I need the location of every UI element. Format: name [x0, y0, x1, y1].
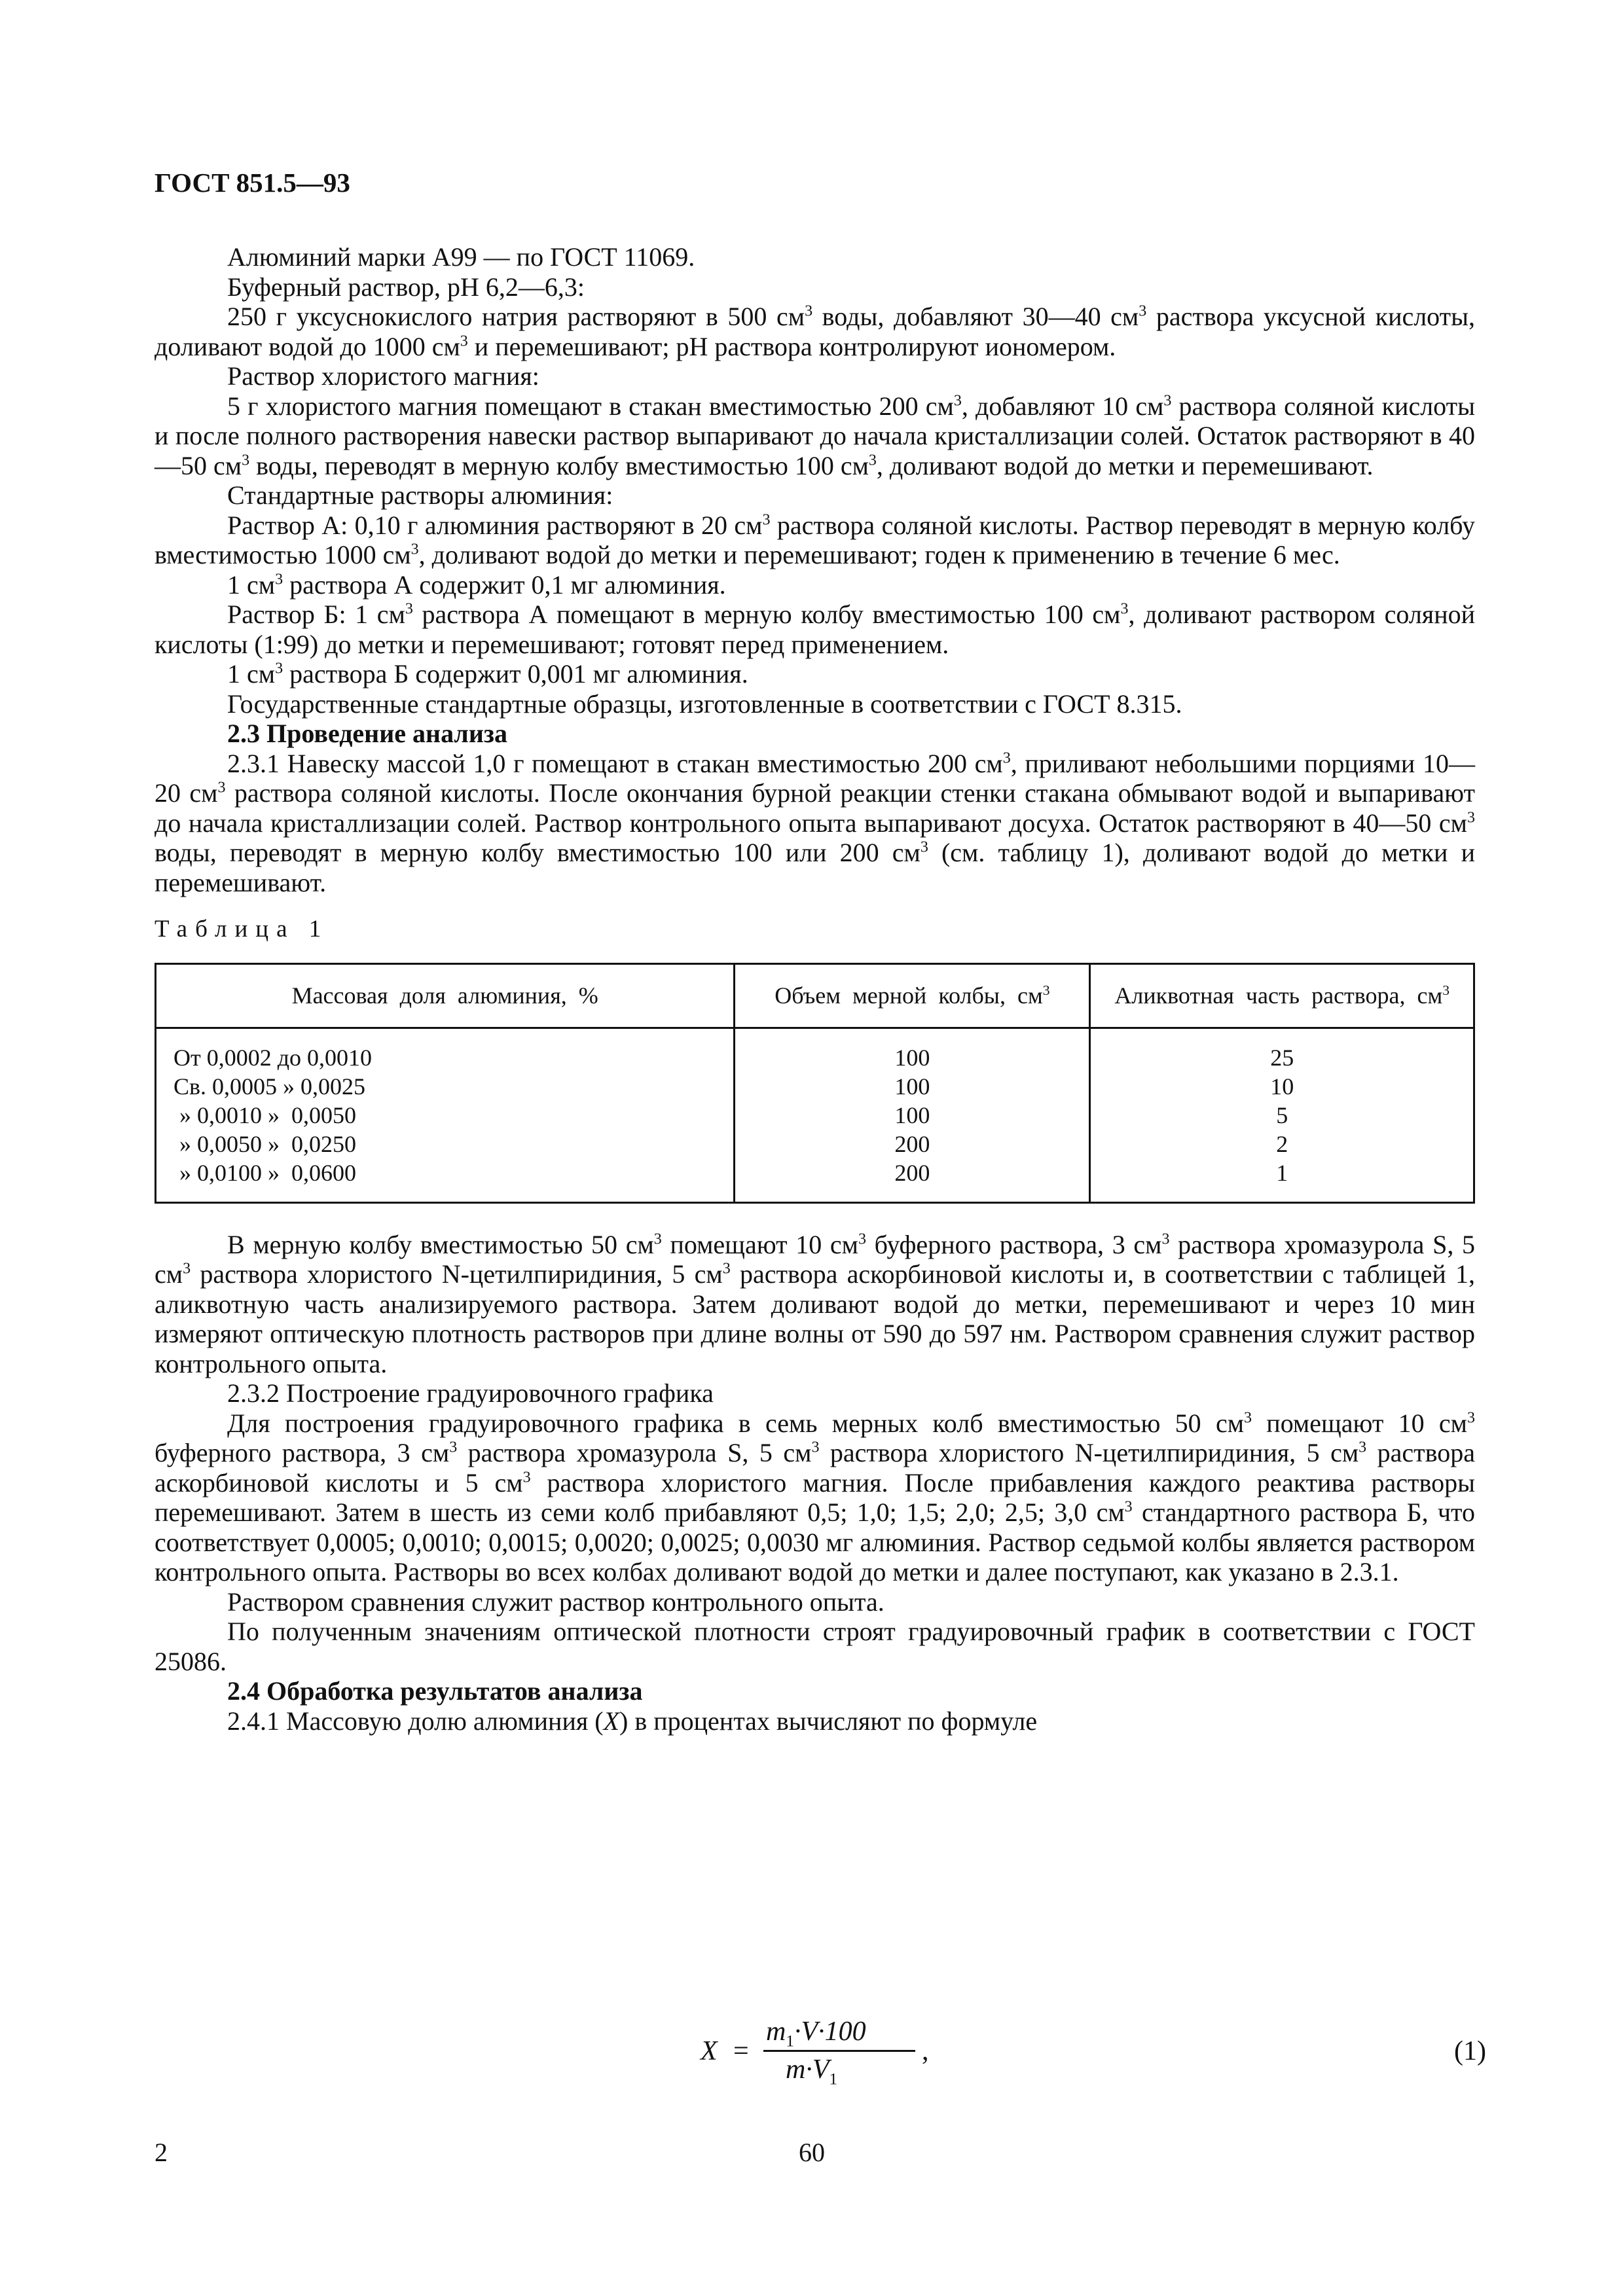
mg-paragraph	[155, 391, 1475, 481]
table-cell: Св. 0,0005 » 0,0025	[173, 1073, 366, 1100]
text: воды, переводят в мерную колбу вместимостью 100 см	[249, 450, 869, 480]
table-cell: От 0,0002 до 0,0010	[173, 1044, 373, 1071]
gso-paragraph	[155, 689, 1475, 719]
superscript: 3	[920, 838, 928, 856]
text: Раствор А: 0,10 г алюминия растворяют в 20 см	[227, 510, 763, 540]
subscript: 1	[829, 2070, 838, 2089]
text: раствора А помещают в мерную колбу вместимостью 100 см	[412, 600, 1121, 629]
superscript: 3	[805, 302, 813, 320]
text: раствора соляной кислоты. Раствор переводят в мерную колбу вместимостью 1000 см	[155, 510, 1475, 569]
superscript: 3	[275, 660, 283, 677]
superscript: 3	[1124, 1498, 1133, 1516]
superscript: 3	[1139, 302, 1147, 320]
text: раствора А содержит 0,1 мг алюминия.	[283, 569, 726, 600]
formula-var: ·V	[805, 2054, 830, 2085]
text: (см. таблицу 1), доливают водой до метки и перемешивают.	[155, 838, 1475, 897]
superscript: 3	[460, 332, 468, 350]
text: помещают 10 см	[1252, 1408, 1467, 1438]
formula-number: (1)	[1454, 2036, 1486, 2066]
formula-lhs: X	[701, 2036, 718, 2066]
formula-numerator	[766, 2016, 866, 2051]
text: В мерную колбу вместимостью 50 см	[227, 1229, 654, 1259]
solution-a-concentration	[155, 570, 1475, 600]
superscript: 3	[217, 779, 226, 797]
formula-1	[701, 2016, 1486, 2094]
text: Для построения градуировочного графика в семь мерных колб вместимостью 50 см	[227, 1408, 1245, 1438]
superscript: 3	[858, 1230, 866, 1248]
table-cell: » 0,0050 » 0,0250	[173, 1130, 356, 1157]
text: Стандартные растворы алюминия:	[227, 480, 613, 510]
text: раствора аскорбиновой кислоты и 5 см	[155, 1438, 1475, 1498]
paragraph-2-4-1	[155, 1706, 1475, 1736]
superscript: 3	[953, 392, 962, 410]
superscript: 3	[762, 511, 771, 529]
table-cell: 200	[894, 1159, 930, 1186]
superscript: 3	[722, 1260, 731, 1278]
text: раствора соляной кислоты. После окончания бурной реакции стенки стакана обмывают водой и выпаривают до начала кристаллизации солей. Раствор контрольного опыта выпаривают досуха. Остаток растворяют в 40—50 см	[155, 778, 1475, 838]
table-cell: 2	[1276, 1130, 1288, 1157]
text: , доливают водой до метки и перемешивают.	[876, 450, 1374, 480]
std-title	[155, 480, 1475, 511]
text: Массовая доля алюминия, %	[291, 982, 598, 1009]
section-heading-2-4	[155, 1676, 1475, 1706]
text: и перемешивают; рН раствора контролируют иономером.	[467, 331, 1116, 361]
superscript: 3	[1120, 600, 1129, 618]
table-cell: 100	[894, 1102, 930, 1128]
column-header-mass-fraction	[156, 963, 735, 1028]
superscript: 3	[868, 452, 877, 469]
table-cell: » 0,0010 » 0,0050	[173, 1102, 356, 1128]
formula-var: ·V·100	[793, 2017, 866, 2047]
text: раствора уксусной кислоты, доливают водой до 1000 см	[155, 302, 1476, 361]
text: Аликвотная часть раствора, см	[1114, 982, 1443, 1009]
text: , приливают небольшими порциями 10—20 см	[155, 748, 1476, 808]
superscript: 3	[1359, 1439, 1367, 1456]
text: 2.4.1 Массовую долю алюминия (	[227, 1706, 604, 1736]
solution-a-paragraph	[155, 511, 1475, 570]
superscript: 3	[183, 1260, 191, 1278]
formula-var: m	[786, 2054, 806, 2085]
solution-b-paragraph	[155, 600, 1475, 659]
superscript: 3	[1442, 982, 1450, 998]
text: буферного раствора, 3 см	[155, 1438, 450, 1467]
text: раствора хромазурола S, 5 см	[457, 1438, 812, 1467]
formula-var: m	[766, 2017, 786, 2047]
page-number-left: 2	[155, 2138, 168, 2167]
table-cell: » 0,0100 » 0,0600	[173, 1159, 356, 1186]
fraction-bar	[763, 2050, 915, 2052]
calibration-paragraph	[155, 1408, 1475, 1587]
table-1	[155, 963, 1475, 1204]
text: буферного раствора, 3 см	[866, 1229, 1162, 1259]
text: Алюминий марки А99 — по ГОСТ 11069.	[227, 242, 695, 272]
table-caption: Таблица 1	[155, 916, 329, 942]
superscript: 3	[1467, 809, 1475, 827]
superscript: 3	[1163, 392, 1172, 410]
text: 250 г уксуснокислого натрия растворяют в 500 см	[227, 302, 805, 331]
table-cell: 5	[1276, 1102, 1288, 1128]
text: , доливают раствором соляной кислоты (1:99) до метки и перемешивают; готовят перед применением.	[155, 600, 1476, 659]
table-cell: 10	[1270, 1073, 1294, 1100]
text: 2.4 Обработка результатов анализа	[227, 1676, 643, 1706]
variable-x: X	[603, 1706, 620, 1736]
section-heading-2-3	[155, 719, 1475, 749]
formula-comma: ,	[922, 2036, 929, 2066]
text: воды, добавляют 30—40 см	[812, 302, 1139, 331]
cell-mass-fraction	[156, 1028, 735, 1202]
superscript: 3	[1002, 749, 1011, 767]
cell-flask-volume	[735, 1028, 1090, 1202]
text: раствора хромазурола S, 5 см	[155, 1229, 1476, 1289]
table-header-row	[156, 963, 1474, 1028]
table-cell: 1	[1276, 1159, 1288, 1186]
formula-equals: =	[733, 2036, 749, 2066]
table-cell: 25	[1270, 1044, 1294, 1071]
text: стандартного раствора Б, что соответствует 0,0005; 0,0010; 0,0015; 0,0020; 0,0025; 0,0030 мг алюминия. Раствор седьмой колбы является раствором контрольного опыта. Растворы во всех колбах доливают водой до метки и далее поступают, как указано в 2.3.1.	[155, 1498, 1475, 1587]
measurement-paragraph	[155, 1230, 1475, 1379]
paragraph-2-3-1	[155, 749, 1475, 898]
superscript: 3	[653, 1230, 662, 1248]
text: По полученным значениям оптической плотности строят градуировочный график в соответствии с ГОСТ 25086.	[155, 1617, 1475, 1676]
text: 5 г хлористого магния помещают в стакан вместимостью 200 см	[227, 391, 954, 421]
superscript: 3	[1467, 1409, 1475, 1427]
table-row	[156, 1028, 1474, 1202]
text: 1 см	[227, 659, 276, 689]
text: 1 см	[227, 569, 276, 600]
text: раствора Б содержит 0,001 мг алюминия.	[283, 659, 748, 689]
superscript: 3	[405, 600, 413, 618]
page-number-center: 60	[799, 2138, 825, 2167]
text: раствора хлористого N-цетилпиридиния, 5 см	[191, 1259, 723, 1289]
text: 2.3 Проведение анализа	[227, 719, 507, 748]
text: , добавляют 10 см	[961, 391, 1164, 421]
text: раствора соляной кислоты и после полного растворения навески раствор выпаривают до начала кристаллизации солей. Остаток растворяют в 40—50 см	[155, 391, 1476, 480]
text: Раствором сравнения служит раствор контрольного опыта.	[227, 1587, 884, 1617]
text: раствора аскорбиновой кислоты и, в соответствии с таблицей 1, аликвотную часть анализируемого раствора. Затем доливают водой до метки, перемешивают и через 10 мин измеряют оптическую плотность растворов при длине волны от 590 до 597 нм. Раствором сравнения служит раствор контрольного опыта.	[155, 1259, 1476, 1378]
subscript: 1	[786, 2032, 794, 2051]
superscript: 3	[1244, 1409, 1252, 1427]
superscript: 3	[410, 541, 419, 558]
superscript: 3	[242, 452, 250, 469]
solution-b-concentration	[155, 659, 1475, 689]
column-header-aliquot	[1090, 963, 1474, 1028]
superscript: 3	[275, 571, 283, 588]
mg-title	[155, 361, 1475, 391]
superscript: 3	[522, 1469, 531, 1486]
text: Государственные стандартные образцы, изготовленные в соответствии с ГОСТ 8.315.	[227, 689, 1182, 719]
text: Раствор Б: 1 см	[227, 600, 405, 629]
comparison-paragraph	[155, 1587, 1475, 1617]
text: раствора хлористого магния. После прибавления каждого реактива растворы перемешивают. Затем в шесть из семи колб прибавляют 0,5; 1,0; 1,5; 2,0; 2,5; 3,0 см	[155, 1467, 1475, 1527]
column-header-flask-volume	[735, 963, 1090, 1028]
table-cell: 100	[894, 1044, 930, 1071]
section-heading-2-3-2	[155, 1378, 1475, 1408]
text: , доливают водой до метки и перемешивают; годен к применению в течение 6 мес.	[418, 540, 1340, 569]
superscript: 3	[1042, 982, 1050, 998]
text: 2.3.1 Навеску массой 1,0 г помещают в стакан вместимостью 200 см	[227, 748, 1003, 778]
formula-denominator	[786, 2054, 838, 2089]
superscript: 3	[449, 1439, 458, 1456]
superscript: 3	[811, 1439, 820, 1456]
table-cell: 200	[894, 1130, 930, 1157]
table-cell: 100	[894, 1073, 930, 1100]
cell-aliquot	[1090, 1028, 1474, 1202]
text: Раствор хлористого магния:	[227, 361, 539, 391]
reagent-aluminium	[155, 242, 1475, 272]
superscript: 3	[1161, 1230, 1170, 1248]
document-body	[155, 242, 1475, 1736]
buffer-paragraph	[155, 302, 1475, 361]
text: раствора хлористого N-цетилпиридиния, 5 см	[819, 1438, 1359, 1467]
text: 2.3.2 Построение градуировочного графика	[227, 1378, 714, 1408]
text: ) в процентах вычисляют по формуле	[619, 1706, 1038, 1736]
text: помещают 10 см	[661, 1229, 858, 1259]
buffer-title	[155, 272, 1475, 302]
text: Объем мерной колбы, см	[775, 982, 1043, 1009]
document-header: ГОСТ 851.5—93	[155, 168, 350, 198]
text: Буферный раствор, рН 6,2—6,3:	[227, 272, 585, 302]
graph-paragraph	[155, 1617, 1475, 1676]
text: воды, переводят в мерную колбу вместимостью 100 или 200 см	[155, 838, 921, 867]
